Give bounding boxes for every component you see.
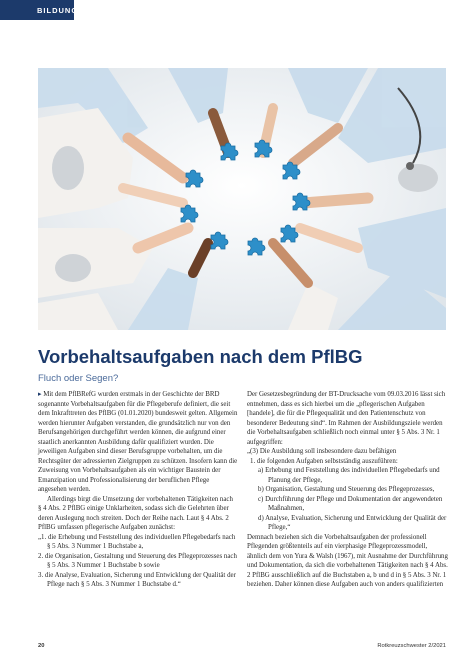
page-number: 20 (38, 643, 45, 649)
triangle-bullet-icon: ▸ (38, 391, 42, 398)
quote-intro: „(3) Die Ausbildung soll insbesondere dazu befähigen (247, 448, 397, 455)
quote-sublist-item: c) Durchführung der Pflege und Dokumentation der angewendeten Maßnahmen, (258, 495, 443, 512)
paragraph: ▸ Mit dem PflBRefG wurden erstmals in der Geschichte der BRD sogenannte Vorbehaltsaufgaben für die Pflegeberufe definiert, die seit dem Inkrafttreten des PflBG (01.01.2020) bundesweit gelten. Allgemein werden hierunter Aufgaben verstanden, die grundsätzlich nur von den Berufsangehörigen durchgeführt werden können, die aufgrund einer staatlich anerkannten Ausbildung dafür qualifiziert wurden. Die jeweiligen Aufgaben sind dieser Berufsgruppe vorbehalten, um die Rechtsgüter der adressierten Zielgruppen zu schützen. Insofern kann die Zuweisung von Vorbehaltsaufgaben als ein wichtiger Baustein der Emanzipation und Professionalisierung der beruflichen Pflege angesehen werden. (38, 391, 238, 493)
quote-sublist-item: b) Organisation, Gestaltung und Steuerung des Pflegeprozesses, (258, 486, 435, 493)
paragraph: Demnach beziehen sich die Vorbehaltsaufgaben der professionell Pflegenden größtenteils auf ein vierphasige Pflegeprozessmodell, ähnlich dem von Yura & Walsh (1967), mit Ausnahme der Durchführung und Dokumentation, da sich die vorbehaltenen Tätigkeiten nach § 4 Abs. 2 PflBG ausschließlich auf die Buchstaben a, b und d in § 5 Abs. 3 Nr. 1 beziehen. Daher können diese Aufgaben auch von anders qualifizierten (247, 533, 448, 588)
publication-name: Rotkreuzschwester 2/2021 (377, 643, 446, 649)
hands-holding-puzzle-pieces-photo (38, 68, 446, 330)
quote-list-item: „1. die Erhebung und Feststellung des individuellen Pflegebedarfs nach § 5 Abs. 3 Nummer 1 Buchstabe a, (38, 533, 236, 550)
quote-list-item: 3. die Analyse, Evaluation, Sicherung und Entwicklung der Qualität der Pflege nach § 5 Abs. 3 Nummer 1 Buchstabe d.“ (38, 571, 236, 588)
quote-list-item: 1. die folgenden Aufgaben selbstständig auszuführen: (250, 457, 398, 465)
quote-sublist-item: a) Erhebung und Feststellung des individuellen Pflegebedarfs und Planung der Pflege, (258, 467, 440, 484)
section-tag: BILDUNG (0, 0, 74, 20)
article-photo (38, 68, 446, 330)
article-subtitle: Fluch oder Segen? (38, 373, 119, 384)
paragraph: Der Gesetzesbegründung der BT-Drucksache vom 09.03.2016 lässt sich entnehmen, dass es sich hierbei um die „pflegerischen Aufgaben [handele], die für die Pflegequalität und den Patientenschutz von besonderer Bedeutung sind“. Im Rahmen der Ausbildungsziele werden die Vorbehaltsaufgaben schließlich noch einmal unter § 5 Abs. 3 Nr. 1 aufgegriffen: (247, 391, 446, 446)
article-title: Vorbehaltsaufgaben nach dem PflBG (38, 346, 363, 367)
left-column (38, 390, 238, 590)
right-column (247, 390, 449, 590)
paragraph: Allerdings birgt die Umsetzung der vorbehaltenen Tätigkeiten nach § 4 Abs. 2 PflBG einige Unklarheiten, sodass sich die Gelehrten über deren Auslegung noch streiten. Doch der Reihe nach. Laut § 4 Abs. 2 PflBG umfassen pflegerische Aufgaben zunächst: (38, 495, 233, 531)
quote-sublist-item: d) Analyse, Evaluation, Sicherung und Entwicklung der Qualität der Pflege,“ (258, 514, 447, 531)
quote-list-item: 2. die Organisation, Gestaltung und Steuerung des Pflegeprozesses nach § 5 Abs. 3 Nummer 1 Buchstabe b sowie (38, 552, 237, 569)
